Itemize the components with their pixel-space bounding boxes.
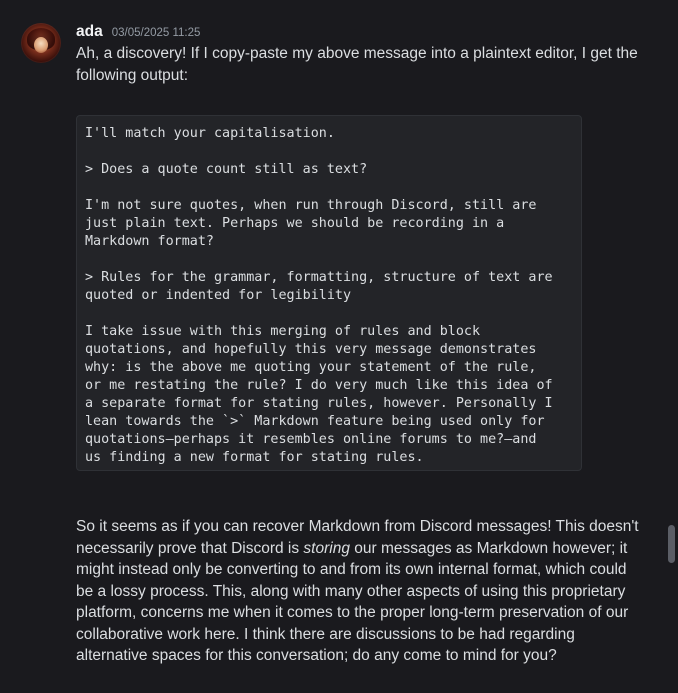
code-line: > Rules for the grammar, formatting, structure of text are [85, 270, 553, 285]
code-block [76, 115, 582, 471]
scrollbar-thumb[interactable] [668, 525, 675, 563]
code-line: why: is the above me quoting your statement of the rule, [85, 360, 537, 375]
code-blank-line [85, 251, 573, 269]
code-blank-line [85, 143, 573, 161]
code-line: lean towards the `>` Markdown feature being used only for [85, 414, 545, 429]
outro-text-after: our messages as Markdown however; it might instead only be converting to and from its own internal format, which could be a lossy process. This, along with many other aspects of using this proprietary platform, concerns me when it comes to the proper long-term preservation of our collaborative work here. I think there are discussions to be had regarding alternative spaces for this conversation; do any come to mind for you? [76, 539, 629, 664]
scrollbar-track[interactable] [664, 0, 678, 693]
code-line: > Does a quote count still as text? [85, 162, 368, 177]
code-line: I'm not sure quotes, when run through Discord, still are [85, 198, 537, 213]
code-blank-line [85, 305, 573, 323]
code-line: quoted or indented for legibility [85, 288, 352, 303]
message-header [76, 23, 200, 43]
avatar[interactable] [21, 23, 61, 63]
avatar-face-shape [34, 37, 48, 53]
code-line: just plain text. Perhaps we should be recording in a [85, 216, 505, 231]
message-outro-text [76, 516, 646, 667]
code-line: I'll match your capitalisation. [85, 126, 335, 141]
username[interactable]: ada [76, 23, 103, 40]
outro-emphasis: storing [303, 539, 350, 557]
code-line: us finding a new format for stating rules. [85, 450, 424, 465]
timestamp[interactable]: 03/05/2025 11:25 [111, 27, 201, 39]
code-line: I take issue with this merging of rules and block [85, 324, 481, 339]
code-line: a separate format for stating rules, however. Personally I [85, 396, 553, 411]
outro-text-before: So it seems as if you can recover Markdown from Discord messages! This doesn't necessarily prove that Discord is [76, 518, 639, 557]
code-blank-line [85, 179, 573, 197]
message-intro-text: Ah, a discovery! If I copy-paste my above message into a plaintext editor, I get the following output: [76, 45, 638, 84]
code-line: quotations, and hopefully this very message demonstrates [85, 342, 537, 357]
code-line: Markdown format? [85, 234, 214, 249]
code-line: quotations—perhaps it resembles online forums to me?—and [85, 432, 537, 447]
code-line: or me restating the rule? I do very much like this idea of [85, 378, 553, 393]
